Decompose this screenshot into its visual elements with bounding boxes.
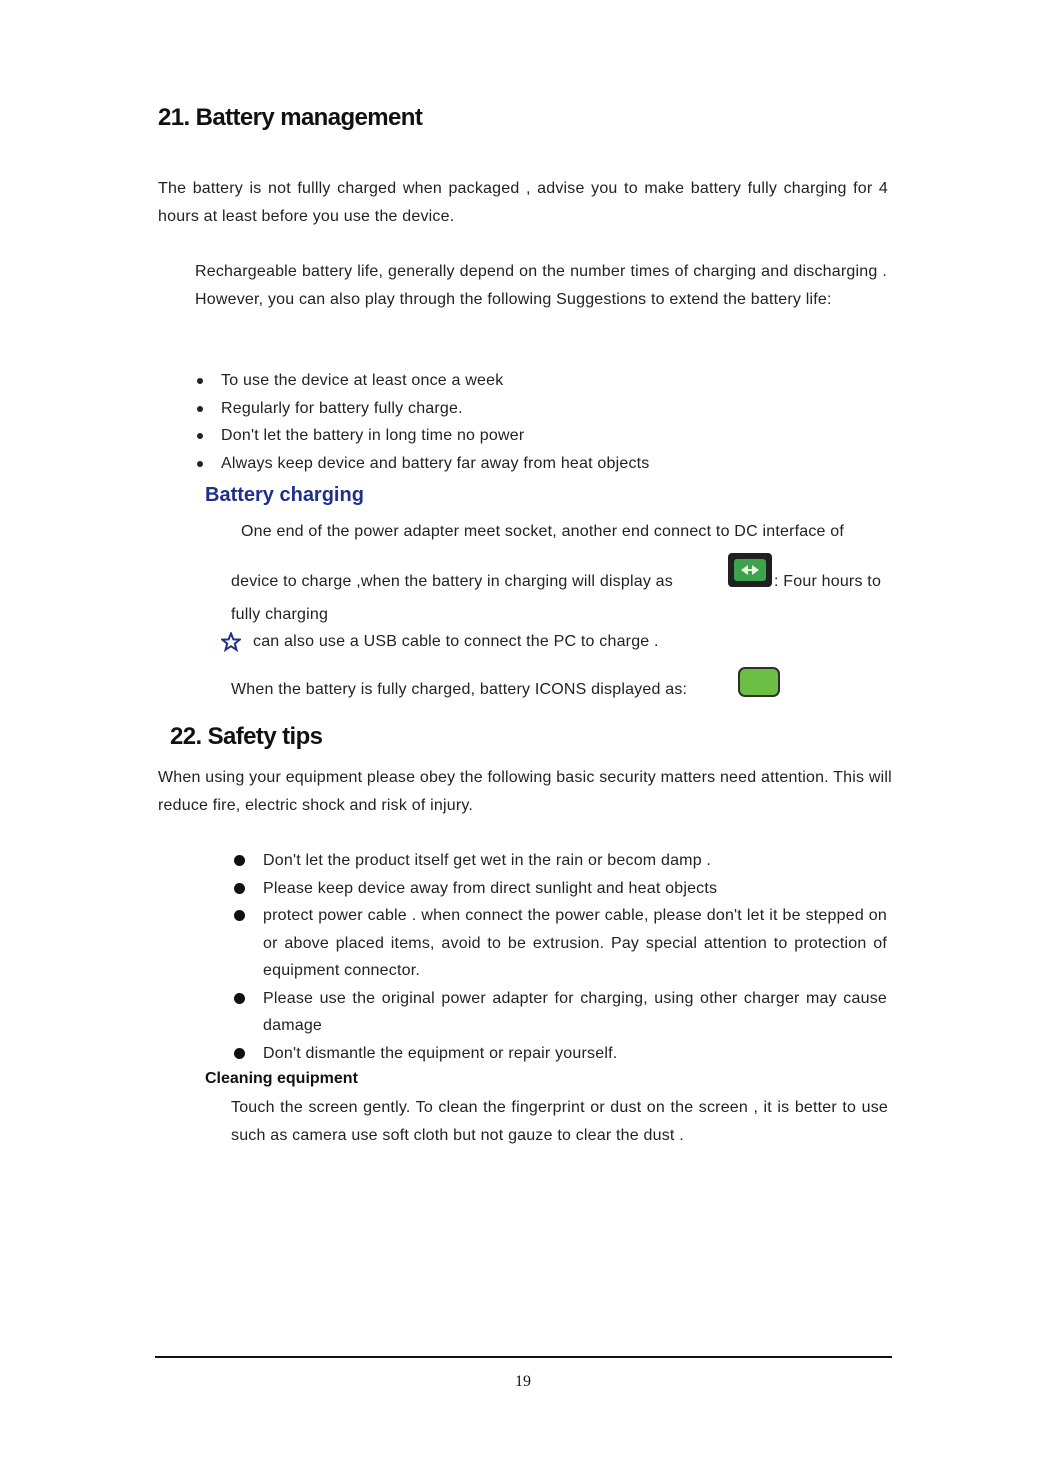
charging-line-3: fully charging	[231, 606, 329, 623]
bullet-dot-icon	[234, 1048, 245, 1059]
usb-charge-note: can also use a USB cable to connect the PC to charge .	[253, 633, 659, 650]
section-21-paragraph: Rechargeable battery life, generally depend on the number times of charging and discharging . However, you can also play through the following Suggestions to extend the battery life:	[195, 263, 887, 308]
fully-charged-line: When the battery is fully charged, battery ICONS displayed as:	[231, 681, 688, 698]
bullet-dot-icon	[197, 378, 203, 384]
list-item: To use the device at least once a week	[195, 367, 885, 395]
list-item: Please use the original power adapter for charging, using other charger may cause damage	[234, 985, 887, 1040]
section-22-title: 22. Safety tips	[170, 723, 323, 750]
list-item: Don't let the product itself get wet in the rain or becom damp .	[234, 847, 887, 875]
section-21-title: 21. Battery management	[158, 104, 423, 131]
bullet-dot-icon	[197, 433, 203, 439]
cleaning-heading: Cleaning equipment	[205, 1070, 358, 1087]
page-number: 19	[515, 1373, 531, 1390]
cleaning-text: Touch the screen gently. To clean the fingerprint or dust on the screen , it is better to use such as camera use soft cloth but not gauze to clear the dust .	[231, 1099, 888, 1144]
battery-charging-heading: Battery charging	[205, 484, 364, 506]
star-icon	[221, 632, 241, 652]
bullet-dot-icon	[234, 910, 245, 921]
charging-line-2-start: device to charge ,when the battery in charging will display as	[231, 573, 673, 590]
battery-tips-list	[195, 367, 885, 477]
list-item: Always keep device and battery far away from heat objects	[195, 450, 885, 478]
list-item: Regularly for battery fully charge.	[195, 395, 885, 423]
charging-line-1: One end of the power adapter meet socket, another end connect to DC interface of	[241, 523, 845, 540]
list-item: protect power cable . when connect the power cable, please don't let it be stepped on or above placed items, avoid to be extrusion. Pay special attention to protection of equipment connector.	[234, 902, 887, 985]
battery-full-icon	[738, 667, 780, 697]
safety-tips-list	[234, 847, 887, 1067]
list-item: Don't dismantle the equipment or repair yourself.	[234, 1040, 887, 1068]
section-21-intro: The battery is not fullly charged when packaged , advise you to make battery fully charging for 4 hours at least before you use the device.	[158, 180, 888, 225]
charging-line-2-end: : Four hours to	[774, 573, 882, 590]
footer-divider	[155, 1356, 892, 1358]
bullet-dot-icon	[197, 461, 203, 467]
bullet-dot-icon	[234, 993, 245, 1004]
list-item: Don't let the battery in long time no power	[195, 422, 885, 450]
bullet-dot-icon	[234, 855, 245, 866]
section-22-intro: When using your equipment please obey the following basic security matters need attention. This will reduce fire, electric shock and risk of injury.	[158, 769, 892, 814]
battery-charging-icon	[728, 553, 772, 587]
bullet-dot-icon	[197, 406, 203, 412]
list-item: Please keep device away from direct sunlight and heat objects	[234, 875, 887, 903]
bullet-dot-icon	[234, 883, 245, 894]
